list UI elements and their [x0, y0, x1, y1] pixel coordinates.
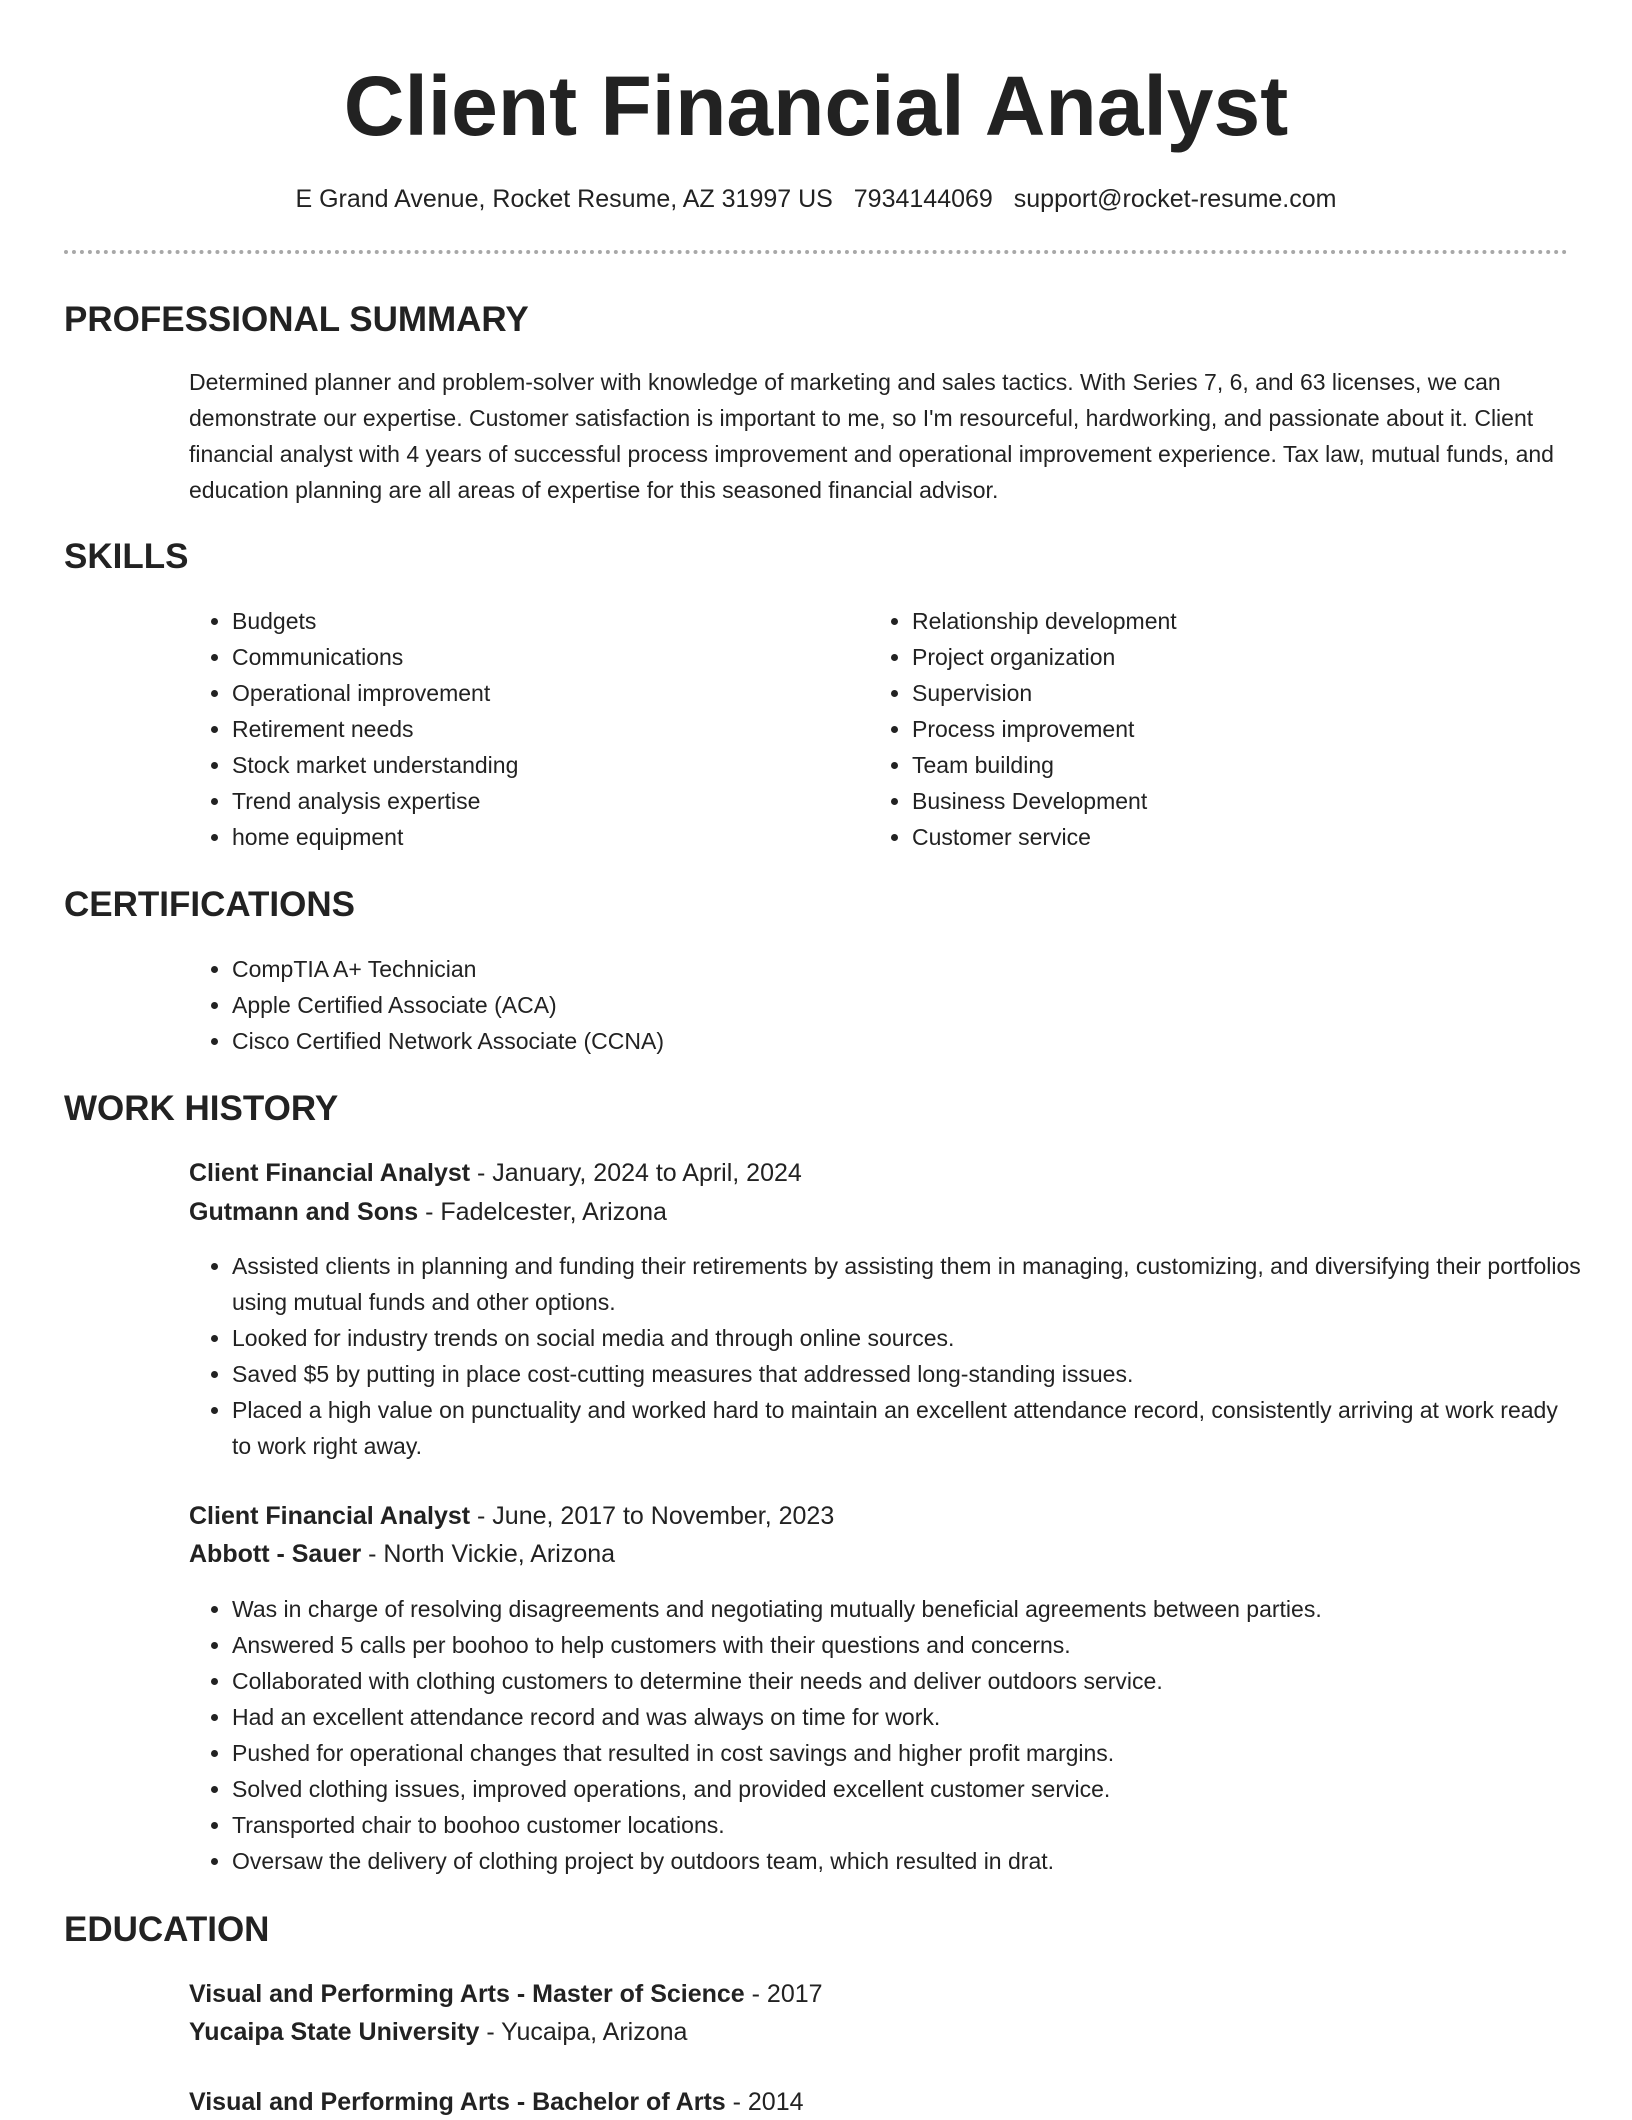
skill-item: • Project organization	[912, 639, 1532, 675]
job-bullet: • Looked for industry trends on social media and through online sources.	[232, 1320, 1582, 1356]
skill-item: • home equipment	[232, 819, 852, 855]
education-degree-line	[189, 2084, 804, 2120]
skill-item: • Customer service	[912, 819, 1532, 855]
job-company: Gutmann and Sons	[189, 1198, 419, 1226]
certification-item: • Apple Certified Associate (ACA)	[232, 987, 1532, 1023]
job-company-line	[189, 1536, 615, 1572]
skill-item: • Business Development	[912, 783, 1532, 819]
skill-item: • Retirement needs	[232, 711, 852, 747]
job-role: Client Financial Analyst	[189, 1502, 471, 1530]
certifications-heading: CERTIFICATIONS	[64, 885, 356, 924]
job-role: Client Financial Analyst	[189, 1159, 471, 1187]
job-bullet: • Transported chair to boohoo customer locations.	[232, 1807, 1582, 1843]
summary-text: Determined planner and problem-solver with knowledge of marketing and sales tactics. With Series 7, 6, and 63 licenses, we can demonstrate our expertise. Customer satisfaction is important to me, so I'm resourceful, hardworking, and passionate about it. Client financial analyst with 4 years of successful process improvement and operational improvement experience. Tax law, mutual funds, and education planning are all areas of expertise for this seasoned financial advisor.	[189, 369, 1554, 503]
contact-address: E Grand Avenue, Rocket Resume, AZ 31997 US	[295, 185, 833, 213]
job-dates: - June, 2017 to November, 2023	[470, 1502, 835, 1530]
contact-phone: 7934144069	[853, 185, 993, 213]
job-bullet: • Placed a high value on punctuality and worked hard to maintain an excellent attendance record, consistently arriving at work ready to work right away.	[232, 1392, 1582, 1464]
skill-item: • Process improvement	[912, 711, 1532, 747]
skill-item: • Communications	[232, 639, 852, 675]
job-bullet: • Answered 5 calls per boohoo to help customers with their questions and concerns.	[232, 1627, 1582, 1663]
skill-item: • Budgets	[232, 603, 852, 639]
job-location: - North Vickie, Arizona	[361, 1540, 616, 1568]
education-school: Yucaipa State University	[189, 2018, 480, 2046]
certification-item: • Cisco Certified Network Associate (CCNA)	[232, 1023, 1532, 1059]
skills-list-right	[869, 603, 1532, 855]
certification-item: • CompTIA A+ Technician	[232, 951, 1532, 987]
resume-name-title: Client Financial Analyst	[343, 59, 1289, 153]
skill-item: • Trend analysis expertise	[232, 783, 852, 819]
education-location: - Yucaipa, Arizona	[479, 2018, 688, 2046]
skills-heading: SKILLS	[64, 537, 189, 576]
skill-item: • Team building	[912, 747, 1532, 783]
job-title-line	[189, 1498, 834, 1534]
skills-list-left	[189, 603, 852, 855]
education-school-line	[189, 2014, 687, 2050]
education-year: - 2014	[725, 2088, 804, 2116]
education-degree: Visual and Performing Arts - Master of Science	[189, 1980, 745, 2008]
contact-email: support@rocket-resume.com	[1013, 185, 1337, 213]
skill-item: • Supervision	[912, 675, 1532, 711]
job-bullet: • Assisted clients in planning and funding their retirements by assisting them in managing, customizing, and diversifying their portfolios using mutual funds and other options.	[232, 1248, 1582, 1320]
job-bullet: • Solved clothing issues, improved operations, and provided excellent customer service.	[232, 1771, 1582, 1807]
education-degree: Visual and Performing Arts - Bachelor of Arts	[189, 2088, 726, 2116]
skill-item: • Operational improvement	[232, 675, 852, 711]
job-bullets	[189, 1248, 1582, 1464]
skill-item: • Stock market understanding	[232, 747, 852, 783]
skill-item: • Relationship development	[912, 603, 1532, 639]
job-title-line	[189, 1155, 802, 1191]
job-bullet: • Pushed for operational changes that resulted in cost savings and higher profit margins.	[232, 1735, 1582, 1771]
education-degree-line	[189, 1976, 823, 2012]
job-company: Abbott - Sauer	[189, 1540, 362, 1568]
work-history-heading: WORK HISTORY	[64, 1089, 339, 1128]
job-bullet: • Collaborated with clothing customers to determine their needs and deliver outdoors service.	[232, 1663, 1582, 1699]
job-company-line	[189, 1194, 667, 1230]
job-bullet: • Oversaw the delivery of clothing project by outdoors team, which resulted in drat.	[232, 1843, 1582, 1879]
job-bullet: • Saved $5 by putting in place cost-cutting measures that addressed long-standing issues.	[232, 1356, 1582, 1392]
job-bullets	[189, 1591, 1582, 1879]
certifications-list	[189, 951, 1532, 1059]
education-year: - 2017	[744, 1980, 823, 2008]
education-heading: EDUCATION	[64, 1910, 270, 1949]
contact-line	[0, 182, 1632, 216]
job-location: - Fadelcester, Arizona	[418, 1198, 667, 1226]
summary-heading: PROFESSIONAL SUMMARY	[64, 300, 529, 339]
header-divider	[64, 250, 1568, 254]
job-dates: - January, 2024 to April, 2024	[470, 1159, 802, 1187]
job-bullet: • Had an excellent attendance record and was always on time for work.	[232, 1699, 1582, 1735]
job-bullet: • Was in charge of resolving disagreements and negotiating mutually beneficial agreements between parties.	[232, 1591, 1582, 1627]
